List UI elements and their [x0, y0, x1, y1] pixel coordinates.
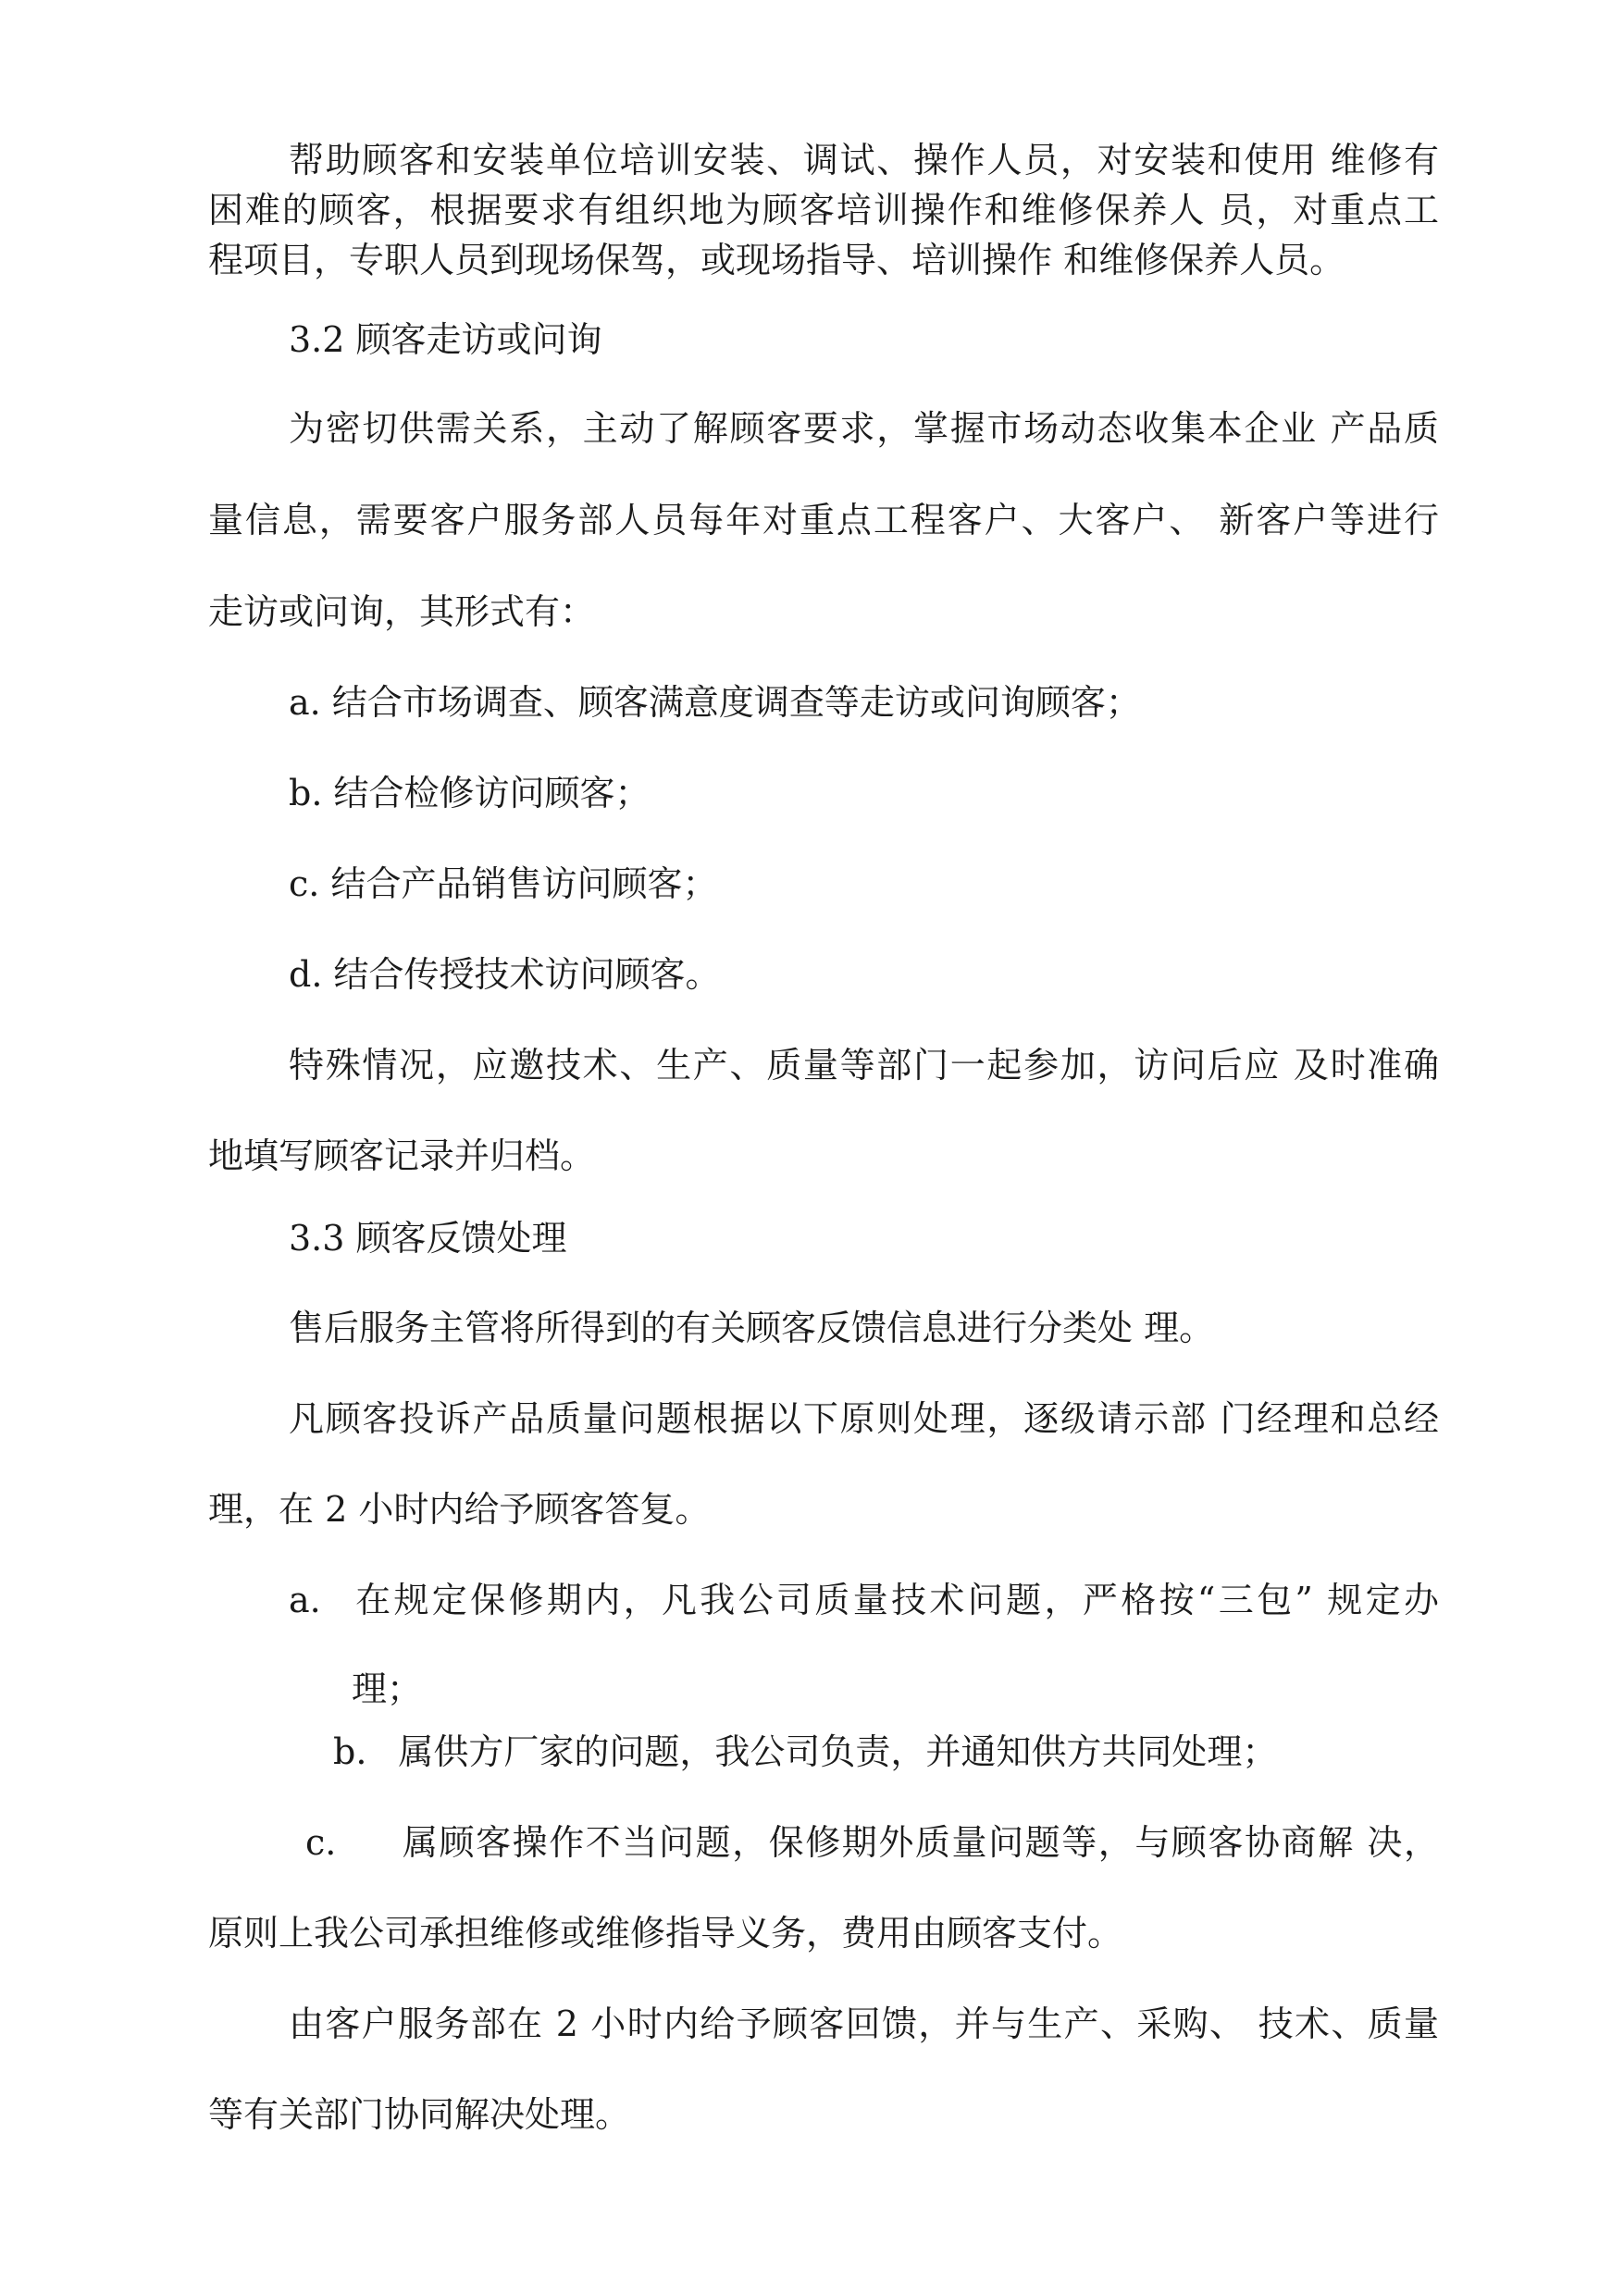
principle-item-b-text: 属供方厂家的问题，我公司负责，并通知供方共同处理；: [398, 1731, 1278, 1772]
principle-item-b: [333, 1729, 1439, 1775]
paragraph-4-line-1: 售后服务主管将所得到的有关顾客反馈信息进行分类处 理。: [289, 1308, 1215, 1348]
paragraph-1-line-2: 困难的顾客，根据要求有组织地为顾客培训操作和维修保养人 员，对重点工: [208, 190, 1439, 230]
list-item-c: c. 结合产品销售访问顾客；: [289, 863, 718, 904]
paragraph-5-line-1: 凡顾客投诉产品质量问题根据以下原则处理，逐级请示部 门经理和总经: [289, 1398, 1439, 1439]
paragraph-2-line-1: 为密切供需关系，主动了解顾客要求，掌握市场动态收集本企业 产品质: [289, 408, 1439, 449]
paragraph-5-line-2: 理，在 2 小时内给予顾客答复。: [208, 1489, 711, 1530]
principle-item-a-continuation: 理；: [352, 1669, 423, 1709]
section-heading-3-2: 3.2 顾客走访或问询: [289, 319, 602, 360]
paragraph-3-line-1: 特殊情况，应邀技术、生产、质量等部门一起参加，访问后应 及时准确: [289, 1045, 1439, 1085]
principle-item-c-marker: c.: [305, 1822, 337, 1863]
section-heading-3-3: 3.3 顾客反馈处理: [289, 1218, 567, 1259]
principle-item-a: [289, 1577, 1439, 1623]
paragraph-3-line-2: 地填写顾客记录并归档。: [208, 1135, 596, 1176]
principle-item-c: [305, 1819, 1439, 1866]
list-item-b: b. 结合检修访问顾客；: [289, 773, 651, 813]
principle-item-c-text: 属顾客操作不当问题，保修期外质量问题等，与顾客协商解 决，: [401, 1822, 1439, 1863]
paragraph-2-line-3: 走访或问询，其形式有：: [208, 591, 596, 632]
paragraph-1-line-3: 程项目，专职人员到现场保驾，或现场指导、培训操作 和维修保养人员。: [208, 240, 1345, 280]
paragraph-2-line-2: 量信息，需要客户服务部人员每年对重点工程客户、大客户、 新客户等进行: [208, 500, 1439, 540]
paragraph-6-line-2: 等有关部门协同解决处理。: [208, 2094, 631, 2135]
list-item-a: a. 结合市场调查、顾客满意度调查等走访或问询顾客；: [289, 682, 1141, 723]
principle-item-a-text: 在规定保修期内，凡我公司质量技术问题，严格按“三包” 规定办: [352, 1580, 1439, 1620]
principle-item-b-marker: b.: [333, 1731, 367, 1772]
paragraph-6-line-1: 由客户服务部在 2 小时内给予顾客回馈，并与生产、采购、 技术、质量: [289, 2003, 1439, 2044]
list-item-d: d. 结合传授技术访问顾客。: [289, 954, 721, 995]
paragraph-1-line-1: 帮助顾客和安装单位培训安装、调试、操作人员，对安装和使用 维修有: [289, 140, 1439, 180]
principle-item-c-continuation: 原则上我公司承担维修或维修指导义务，费用由顾客支付。: [208, 1913, 1123, 1954]
principle-item-a-marker: a.: [289, 1580, 321, 1620]
